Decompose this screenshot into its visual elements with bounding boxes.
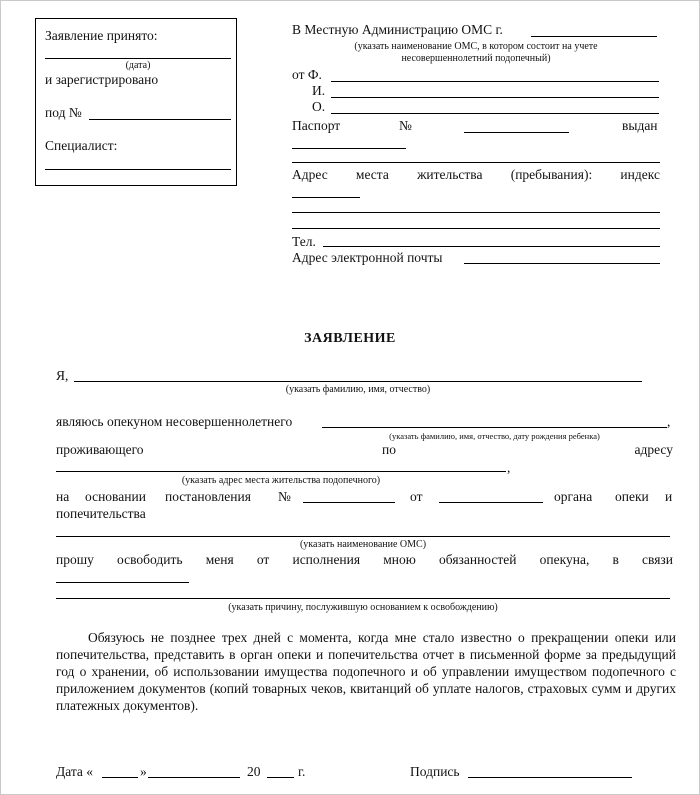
accepted-date-line[interactable] [45, 58, 231, 59]
email-label: Адрес электронной почты [292, 250, 443, 265]
issued-by-line-1[interactable] [292, 148, 406, 149]
address-comma: , [507, 460, 511, 475]
oms-name-line[interactable] [56, 536, 670, 537]
day-line[interactable] [102, 777, 138, 778]
basis-no-label: № [278, 489, 291, 504]
i-label: Я, [56, 368, 69, 383]
request-word: связи [642, 552, 673, 567]
patronymic-line[interactable] [331, 113, 659, 114]
document-title: ЗАЯВЛЕНИЕ [304, 331, 396, 346]
basis-w3: постановления [165, 489, 251, 504]
basis-from-label: от [410, 489, 423, 504]
address-label-row [292, 167, 660, 183]
child-hint: (указать фамилию, имя, отчество, дату рождения ребенка) [389, 431, 600, 441]
request-word: исполнения [292, 552, 361, 567]
addr-word: (пребывания): [510, 167, 593, 182]
specialist-label: Специалист: [45, 138, 118, 153]
addr-word: индекс [620, 167, 660, 182]
basis-w6: и [665, 489, 673, 504]
surname-line[interactable] [331, 81, 659, 82]
year-prefix: 20 [247, 764, 261, 779]
addr-word: жительства [417, 167, 483, 182]
addr-word: Адрес [292, 167, 328, 182]
residing-word: адресу [634, 442, 673, 457]
city-line[interactable] [531, 36, 657, 37]
request-word: меня [205, 552, 234, 567]
basis-w2: основании [85, 489, 146, 504]
address-line-1[interactable] [292, 212, 660, 213]
name-line[interactable] [331, 97, 659, 98]
reason-line-1[interactable] [56, 582, 189, 583]
applicant-fio-line[interactable] [74, 381, 642, 382]
residing-word: проживающего [56, 442, 144, 457]
guardian-label: являюсь опекуном несовершеннолетнего [56, 414, 293, 429]
fio-hint: (указать фамилию, имя, отчество) [285, 384, 431, 395]
month-line[interactable] [148, 777, 240, 778]
oms-hint-2: несовершеннолетний подопечный) [401, 53, 551, 64]
basis-w4: органа [554, 489, 593, 504]
signature-line[interactable] [468, 777, 632, 778]
request-word: опекуна, [539, 552, 590, 567]
specialist-line[interactable] [45, 169, 231, 170]
date-label: Дата « [56, 764, 94, 779]
request-word: в [612, 552, 619, 567]
guardian-comma: , [667, 414, 671, 429]
child-address-line[interactable] [56, 471, 506, 472]
addr-word: места [355, 167, 389, 182]
issued-by-line-2[interactable] [292, 162, 660, 163]
from-i-label: И. [312, 83, 326, 98]
request-word: мною [383, 552, 416, 567]
issued-label: выдан [622, 118, 658, 133]
address-hint: (указать адрес места жительства подопечного) [181, 475, 381, 486]
signature-label: Подпись [410, 764, 460, 779]
phone-label: Тел. [292, 234, 316, 249]
year-suffix: г. [298, 764, 306, 779]
postcode-line[interactable] [292, 197, 360, 198]
from-o-label: О. [312, 99, 326, 114]
resolution-number-line[interactable] [303, 502, 395, 503]
registered-label: и зарегистрировано [45, 72, 159, 87]
reason-hint: (указать причину, послужившую основанием к освобождению) [228, 602, 498, 613]
reg-number-line[interactable] [89, 119, 231, 120]
request-word: от [256, 552, 270, 567]
residing-word: по [382, 442, 397, 457]
oms-hint-1: (указать наименование ОМС, в котором состоит на учете [354, 41, 598, 52]
date-hint: (дата) [125, 60, 151, 71]
phone-line[interactable] [323, 246, 660, 247]
number-label: под № [45, 105, 82, 120]
email-line[interactable] [464, 263, 660, 264]
reason-line-2[interactable] [56, 598, 670, 599]
to-admin-label: В Местную Администрацию ОМС г. [292, 22, 503, 37]
request-word: освободить [117, 552, 183, 567]
passport-no-label: № [399, 118, 412, 133]
request-word: прошу [56, 552, 94, 567]
oms-name-hint: (указать наименование ОМС) [299, 539, 427, 550]
passport-label: Паспорт [292, 118, 341, 133]
from-f-label: от Ф. [292, 67, 322, 82]
residing-row [56, 442, 673, 458]
request-word: обязанностей [439, 552, 517, 567]
year-line[interactable] [267, 777, 294, 778]
basis-w5: опеки [615, 489, 649, 504]
basis-w1: на [56, 489, 70, 504]
request-row [56, 552, 673, 568]
address-line-2[interactable] [292, 228, 660, 229]
trusteeship-label: попечительства [56, 506, 146, 521]
resolution-date-line[interactable] [439, 502, 543, 503]
child-fio-line[interactable] [322, 427, 667, 428]
date-close-quote: » [140, 764, 147, 779]
accepted-label: Заявление принято: [45, 28, 158, 43]
commitment-paragraph: Обязуюсь не позднее трех дней с момента, когда мне стало известно о прекращении опеки или попечительства, представить в орган опеки и попечительства отчет в письменной форме за предыдущий год о хранении, об использовании имущества подопечного и об управлении имуществом подопечного с приложением документов (копий товарных чеков, квитанций об уплате налогов, страховых сумм и других платежных документов). [56, 630, 676, 713]
passport-number-line[interactable] [464, 132, 569, 133]
